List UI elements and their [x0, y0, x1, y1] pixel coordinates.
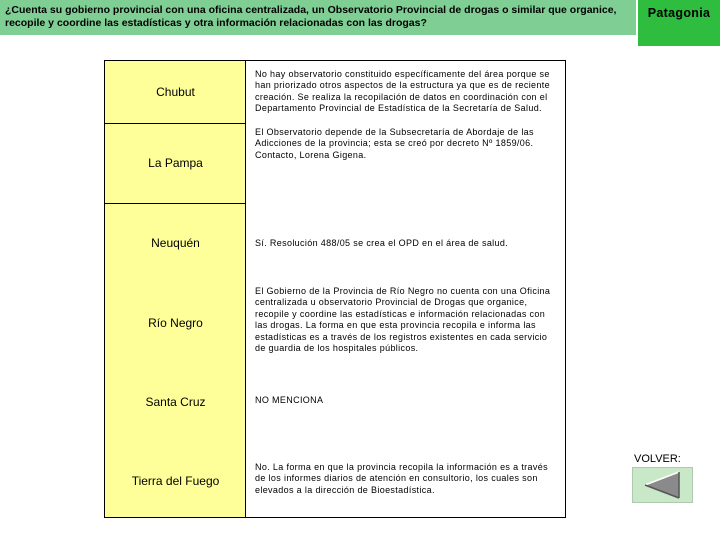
description-chubut: No hay observatorio constituido específicamente del área porque se han priorizado otros aspectos de la estructura ya que es de reciente creación. Se realiza la recopilación de datos en coordinación con el Departamento Provincial de Estadística de la Secretaría de Salud.: [255, 69, 550, 114]
region-badge: [638, 0, 720, 46]
province-la-pampa: La Pampa: [148, 156, 203, 170]
description-la-pampa: El Observatorio depende de la Subsecretaría de Abordaje de las Adicciones de la provincia; esta se creó por decreto Nº 1859/06. Contacto, Lorena Gigena.: [255, 127, 534, 160]
description-santa-cruz: NO MENCIONA: [255, 395, 324, 405]
row-separator: [105, 203, 246, 204]
region-label: Patagonia: [647, 6, 711, 20]
description-neuquen: Sí. Resolución 488/05 se crea el OPD en el área de salud.: [255, 238, 509, 248]
province-chubut: Chubut: [156, 85, 195, 99]
row-separator: [105, 123, 246, 124]
header-banner: [0, 0, 636, 35]
left-triangle-icon: [633, 468, 692, 502]
back-button[interactable]: [632, 467, 693, 503]
question-text: ¿Cuenta su gobierno provincial con una oficina centralizada, un Observatorio Provincial de drogas o similar que organice, recopile y coordine las estadísticas y otra información relacionadas con las drogas?: [5, 4, 617, 29]
description-tierra-del-fuego: No. La forma en que la provincia recopila la información es a través de los informes diarios de atención en consultorio, los cuales son elevados a la dirección de Bioestadística.: [255, 462, 548, 495]
province-neuquen: Neuquén: [151, 236, 200, 250]
back-label: VOLVER:: [634, 453, 681, 465]
province-santa-cruz: Santa Cruz: [145, 395, 206, 409]
province-column: [105, 61, 246, 517]
province-rio-negro: Río Negro: [148, 316, 203, 330]
provinces-table: [104, 60, 566, 518]
province-tierra-del-fuego: Tierra del Fuego: [131, 474, 220, 488]
description-rio-negro: El Gobierno de la Provincia de Río Negro no cuenta con una Oficina centralizada u observatorio Provincial de Drogas que organice, recopile y coordine las estadísticas e información relacionadas con las drogas. La forma en que esta provincia recopila e informa las estadísticas es a través de los registros existentes en cada servicio de guardia de los hospitales públicos.: [255, 286, 551, 354]
